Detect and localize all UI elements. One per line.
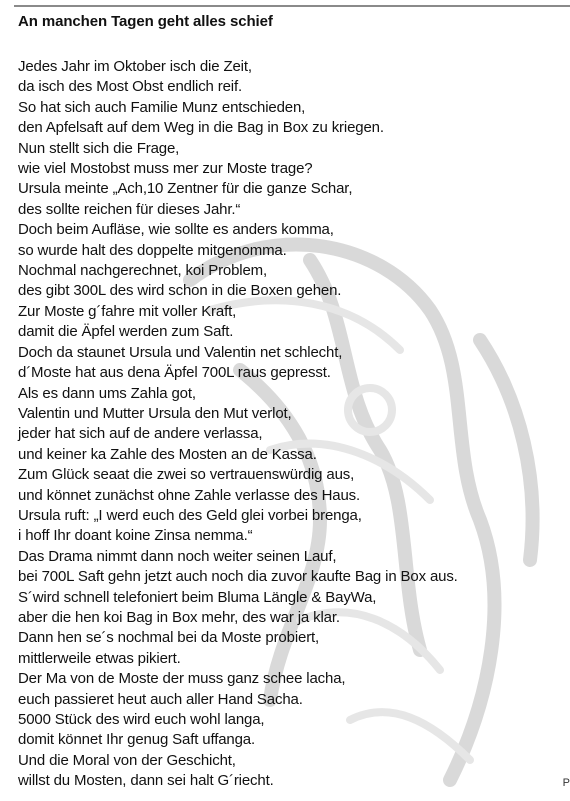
poem-line: Ursula meinte „Ach,10 Zentner für die ganze Schar, (18, 180, 353, 198)
poem-line: Als es dann ums Zahla got, (18, 384, 196, 402)
document-title: An manchen Tagen geht alles schief (18, 13, 273, 30)
poem-line: den Apfelsaft auf dem Weg in die Bag in Box zu kriegen. (18, 119, 384, 137)
poem-line: i hoff Ihr doant koine Zinsa nemma.“ (18, 527, 253, 545)
poem-line: und keiner ka Zahle des Mosten an de Kassa. (18, 445, 317, 463)
top-rule (14, 5, 570, 7)
poem-line: aber die hen koi Bag in Box mehr, des war ja klar. (18, 608, 340, 626)
poem-line: so wurde halt des doppelte mitgenomma. (18, 241, 287, 259)
poem-line: Jedes Jahr im Oktober isch die Zeit, (18, 58, 252, 75)
poem-line: Valentin und Mutter Ursula den Mut verlot, (18, 404, 292, 422)
poem-line: da isch des Most Obst endlich reif. (18, 78, 243, 96)
poem-line: Das Drama nimmt dann noch weiter seinen Lauf, (18, 547, 337, 565)
poem-line: Zum Glück seaat die zwei so vertrauenswürdig aus, (18, 466, 355, 484)
poem-line: Doch da staunet Ursula und Valentin net schlecht, (18, 343, 343, 361)
poem-line: des gibt 300L des wird schon in die Boxen gehen. (18, 282, 342, 300)
poem-line: euch passieret heut auch aller Hand Sacha. (18, 690, 303, 708)
poem-line: willst du Mosten, dann sei halt G´riecht. (18, 772, 274, 790)
poem-line: damit die Äpfel werden zum Saft. (18, 323, 234, 341)
poem-line: Nochmal nachgerechnet, koi Problem, (18, 262, 268, 280)
poem-line: Der Ma von de Moste der muss ganz schee lacha, (18, 670, 346, 688)
poem-line: und könnet zunächst ohne Zahle verlasse des Haus. (18, 486, 361, 504)
poem-line: wie viel Mostobst muss mer zur Moste trage? (18, 160, 313, 178)
poem-line: Doch beim Aufläse, wie sollte es anders komma, (18, 221, 334, 239)
poem-line: S´wird schnell telefoniert beim Bluma Längle & BayWa, (18, 588, 377, 606)
poem-line: des sollte reichen für dieses Jahr.“ (18, 200, 241, 218)
poem-line: bei 700L Saft gehn jetzt auch noch dia zuvor kaufte Bag in Box aus. (18, 568, 458, 586)
poem-line: Nun stellt sich die Frage, (18, 139, 180, 157)
poem-line: mittlerweile etwas pikiert. (18, 649, 181, 667)
poem-line: jeder hat sich auf de andere verlassa, (18, 425, 263, 443)
poem-line: Und die Moral von der Geschicht, (18, 751, 236, 769)
poem-line: Ursula ruft: „I werd euch des Geld glei vorbei brenga, (18, 506, 362, 524)
poem-line: Zur Moste g´fahre mit voller Kraft, (18, 302, 237, 320)
poem-line: 5000 Stück des wird euch wohl langa, (18, 711, 265, 728)
poem-line: domit könnet Ihr genug Saft uffanga. (18, 731, 255, 749)
poem-line: d´Moste hat aus dena Äpfel 700L raus gepresst. (18, 364, 331, 382)
poem-line: So hat sich auch Familie Munz entschieden, (18, 98, 306, 116)
corner-mark: P (562, 777, 570, 789)
poem-text (18, 57, 458, 792)
poem-line: Dann hen se´s nochmal bei da Moste probiert, (18, 629, 320, 647)
